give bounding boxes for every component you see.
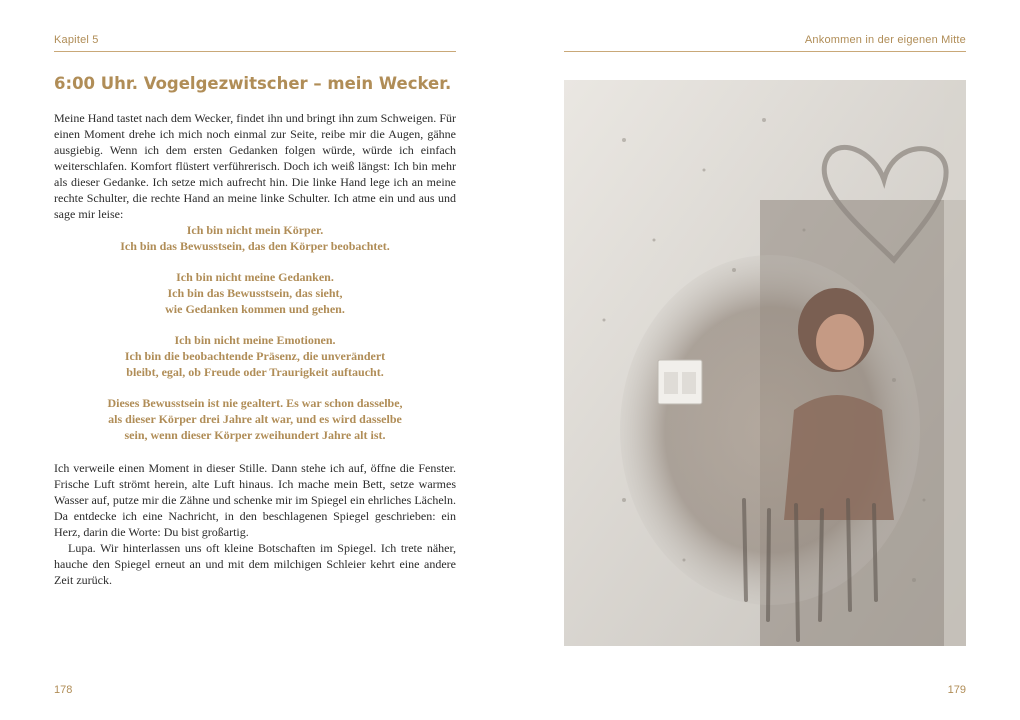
affirmation-line: sein, wenn dieser Körper zweihundert Jahre alt ist. (124, 428, 386, 442)
affirmation-line: Dieses Bewusstsein ist nie gealtert. Es war schon dasselbe, (107, 396, 403, 410)
section-title: 6:00 Uhr. Vogelgezwitscher – mein Wecker. (54, 74, 452, 93)
affirmation-block (54, 222, 456, 458)
affirmation-line: Ich bin das Bewusstsein, das sieht, (167, 286, 343, 300)
affirmation-stanza (54, 269, 456, 317)
affirmation-line: wie Gedanken kommen und gehen. (165, 302, 345, 316)
affirmation-line: bleibt, egal, ob Freude oder Traurigkeit auftaucht. (126, 365, 384, 379)
mirror-photo-illustration (564, 80, 966, 646)
affirmation-stanza (54, 332, 456, 380)
affirmation-line: Ich bin nicht mein Körper. (186, 223, 324, 237)
affirmation-line: Ich bin nicht meine Emotionen. (174, 333, 336, 347)
affirmation-line: als dieser Körper drei Jahre alt war, und es wird dasselbe (108, 412, 402, 426)
running-head-section: Ankommen in der eigenen Mitte (804, 34, 966, 46)
header-rule (564, 51, 966, 52)
paragraph-lupa: Lupa. Wir hinterlassen uns oft kleine Botschaften im Spiegel. Ich trete näher, hauche den Spiegel erneut an und mit dem milchigen Schleier kehrt eine andere Zeit zurück. (54, 541, 456, 587)
affirmation-line: Ich bin nicht meine Gedanken. (176, 270, 334, 284)
fogged-mirror-photo (564, 80, 966, 646)
page-number-right: 179 (947, 684, 966, 696)
affirmation-line: Ich bin die beobachtende Präsenz, die unverändert (124, 349, 386, 363)
affirmation-stanza (54, 222, 456, 254)
header-rule (54, 51, 456, 52)
paragraph-intro: Meine Hand tastet nach dem Wecker, findet ihn und bringt ihn zum Schweigen. Für einen Moment drehe ich mich noch einmal zur Seite, reibe mir die Augen, gähne ausgiebig. Wenn ich dem ersten Gedanken folgen würde, würde ich einfach weiterschlafen. Komfort flüstert verführerisch. Doch ich weiß längst: Ich bin mehr als dieser Gedanke. Ich setze mich aufrecht hin. Die linke Hand lege ich an meine rechte Schulter, die rechte Hand an meine linke Schulter. Ich atme ein und aus und sage mir leise: (54, 111, 456, 221)
page-number-left: 178 (54, 684, 73, 696)
running-head-chapter: Kapitel 5 (54, 34, 99, 46)
affirmation-line: Ich bin das Bewusstsein, das den Körper beobachtet. (120, 239, 390, 253)
paragraph-morning: Ich verweile einen Moment in dieser Stille. Dann stehe ich auf, öffne die Fenster. Frische Luft strömt herein, alte Luft hinaus. Ich mache mein Bett, setze warmes Wasser auf, putze mir die Zähne und schenke mir im Spiegel ein ehrliches Lächeln. Da entdecke ich eine Nachricht, in den beschlagenen Spiegel geschrieben: ein Herz, darin die Worte: Du bist großartig. (54, 461, 456, 539)
affirmation-stanza (54, 395, 456, 443)
right-page (510, 0, 1020, 720)
